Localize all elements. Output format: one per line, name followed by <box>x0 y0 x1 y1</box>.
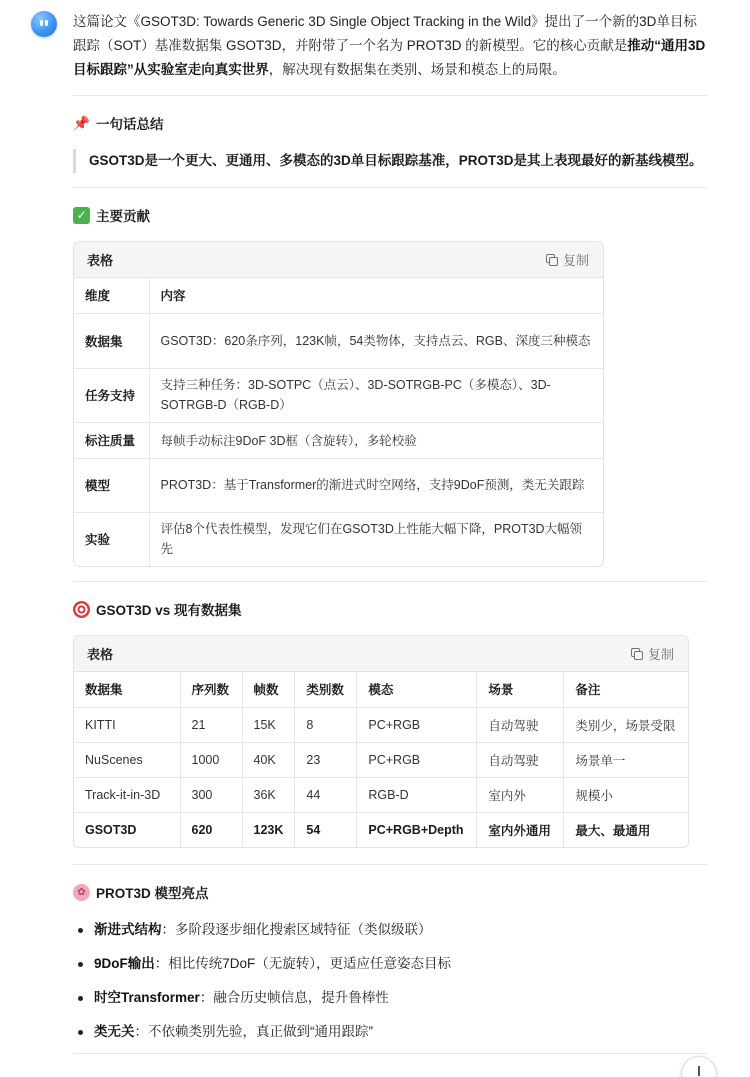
arrow-down-icon <box>698 1066 700 1076</box>
table-row <box>74 707 688 742</box>
table-header-row <box>74 672 688 707</box>
avatar-eye-left <box>40 20 43 26</box>
compare-grid <box>74 672 688 847</box>
brain-icon: ✿ <box>73 884 90 901</box>
table-cell: 规模小 <box>564 777 688 812</box>
table-cell: 数据集 <box>74 313 149 368</box>
list-item-text: ：融合历史帧信息，提升鲁棒性 <box>199 990 389 1005</box>
intro-text-2: ，解决现有数据集在类别、场景和模态上的局限。 <box>268 62 566 77</box>
table-row <box>74 512 603 566</box>
table-cell: 1000 <box>180 742 242 777</box>
contributions-heading <box>73 205 707 225</box>
list-item-text: ：多阶段逐步细化搜索区域特征（类似级联） <box>161 922 432 937</box>
table-cell: 室内外 <box>477 777 564 812</box>
table-cell: 自动驾驶 <box>477 742 564 777</box>
scroll-to-bottom-button[interactable] <box>681 1056 717 1077</box>
list-item <box>73 988 707 1008</box>
column-header: 备注 <box>564 672 688 707</box>
table-cell: 实验 <box>74 512 149 566</box>
table-cell: RGB-D <box>357 777 477 812</box>
table-cell: 300 <box>180 777 242 812</box>
table-label: 表格 <box>87 647 114 662</box>
list-item-text: ：不依赖类别先验，真正做到“通用跟踪” <box>134 1024 373 1039</box>
table-header-row <box>74 278 603 313</box>
table-cell: 室内外通用 <box>477 812 564 847</box>
table-cell: NuScenes <box>74 742 180 777</box>
table-cell: 23 <box>295 742 357 777</box>
table-cell: 21 <box>180 707 242 742</box>
compare-title: GSOT3D vs 现有数据集 <box>96 603 242 618</box>
table-cell: 620 <box>180 812 242 847</box>
table-cell: PROT3D：基于Transformer的渐进式时空网络，支持9DoF预测，类无关跟踪 <box>149 458 603 512</box>
table-cell: KITTI <box>74 707 180 742</box>
column-header: 模态 <box>357 672 477 707</box>
list-item-text: ：相比传统7DoF（无旋转），更适应任意姿态目标 <box>154 956 452 971</box>
check-mark-icon: ✓ <box>73 207 90 224</box>
assistant-avatar <box>31 11 57 37</box>
column-header: 数据集 <box>74 672 180 707</box>
column-header: 类别数 <box>295 672 357 707</box>
table-row <box>74 812 688 847</box>
copy-icon <box>546 254 557 265</box>
table-cell: 123K <box>242 812 295 847</box>
pushpin-icon: 📌 <box>72 114 91 131</box>
table-cell: 模型 <box>74 458 149 512</box>
contributions-table <box>73 241 604 567</box>
divider <box>73 581 707 582</box>
table-cell: 标注质量 <box>74 422 149 458</box>
avatar-eye-right <box>45 20 48 26</box>
compare-heading <box>73 599 707 619</box>
list-item-term: 渐进式结构 <box>94 922 162 937</box>
contributions-grid <box>74 278 603 566</box>
table-header-bar <box>74 636 688 672</box>
copy-button[interactable] <box>546 250 589 269</box>
table-cell: 8 <box>295 707 357 742</box>
column-header: 维度 <box>74 278 149 313</box>
highlights-title: PROT3D 模型亮点 <box>96 886 209 901</box>
table-row <box>74 422 603 458</box>
list-item <box>73 954 707 974</box>
summary-quote <box>73 149 707 173</box>
divider <box>73 1053 707 1054</box>
table-row <box>74 313 603 368</box>
summary-title: 一句话总结 <box>96 117 164 132</box>
table-cell: GSOT3D <box>74 812 180 847</box>
highlights-list <box>73 920 707 1042</box>
table-cell: 任务支持 <box>74 368 149 422</box>
list-item-term: 类无关 <box>94 1024 135 1039</box>
table-row <box>74 458 603 512</box>
table-cell: 类别少，场景受限 <box>564 707 688 742</box>
list-item-term: 时空Transformer <box>94 990 200 1005</box>
list-item <box>73 920 707 940</box>
column-header: 内容 <box>149 278 603 313</box>
divider <box>73 864 707 865</box>
contributions-title: 主要贡献 <box>96 209 150 224</box>
table-cell: PC+RGB <box>357 707 477 742</box>
table-row <box>74 742 688 777</box>
table-cell: 44 <box>295 777 357 812</box>
divider <box>73 187 707 188</box>
summary-text: GSOT3D是一个更大、更通用、多模态的3D单目标跟踪基准，PROT3D是其上表现最好的新基线模型。 <box>89 153 703 168</box>
table-cell: Track-it-in-3D <box>74 777 180 812</box>
table-cell: 评估8个代表性模型，发现它们在GSOT3D上性能大幅下降，PROT3D大幅领先 <box>160 522 583 557</box>
copy-icon <box>631 648 642 659</box>
copy-label: 复制 <box>562 253 589 268</box>
column-header: 场景 <box>477 672 564 707</box>
divider <box>73 95 707 96</box>
table-cell: 每帧手动标注9DoF 3D框（含旋转），多轮校验 <box>149 422 603 458</box>
target-icon <box>73 601 90 618</box>
table-cell: 最大、最通用 <box>575 823 651 838</box>
table-cell: 自动驾驶 <box>477 707 564 742</box>
table-cell: 支持三种任务：3D-SOTPC（点云）、3D-SOTRGB-PC（多模态）、3D-SOTRGB-D（RGB-D） <box>149 368 603 422</box>
list-item <box>73 1022 707 1042</box>
table-cell: PC+RGB <box>357 742 477 777</box>
intro-bold: 推动“通用3D目标跟踪”从实验室走向真实世界 <box>73 38 706 77</box>
column-header: 序列数 <box>180 672 242 707</box>
table-row <box>74 777 688 812</box>
table-cell: PC+RGB+Depth <box>357 812 477 847</box>
table-cell: GSOT3D：620条序列，123K帧，54类物体，支持点云、RGB、深度三种模态 <box>149 313 603 368</box>
list-item-term: 9DoF输出 <box>94 956 155 971</box>
summary-heading <box>73 113 707 133</box>
table-row <box>74 368 603 422</box>
response-content <box>73 10 707 1054</box>
table-label: 表格 <box>87 253 114 268</box>
table-header-bar <box>74 242 603 278</box>
highlights-heading <box>73 882 707 902</box>
table-cell: 40K <box>242 742 295 777</box>
table-cell: 54 <box>295 812 357 847</box>
copy-label: 复制 <box>647 647 674 662</box>
intro-paragraph <box>73 10 707 82</box>
table-cell: 场景单一 <box>564 742 688 777</box>
column-header: 帧数 <box>242 672 295 707</box>
table-cell: 15K <box>242 707 295 742</box>
compare-table <box>73 635 689 848</box>
table-cell: 36K <box>242 777 295 812</box>
intro-text-1: 这篇论文《GSOT3D: Towards Generic 3D Single Object Tracking in the Wild》提出了一个新的3D单目标跟踪（SOT）基准数据集 GSOT3D，并附带了一个名为 PROT3D 的新模型。它的核心贡献是 <box>73 14 697 53</box>
copy-button[interactable] <box>631 644 674 663</box>
